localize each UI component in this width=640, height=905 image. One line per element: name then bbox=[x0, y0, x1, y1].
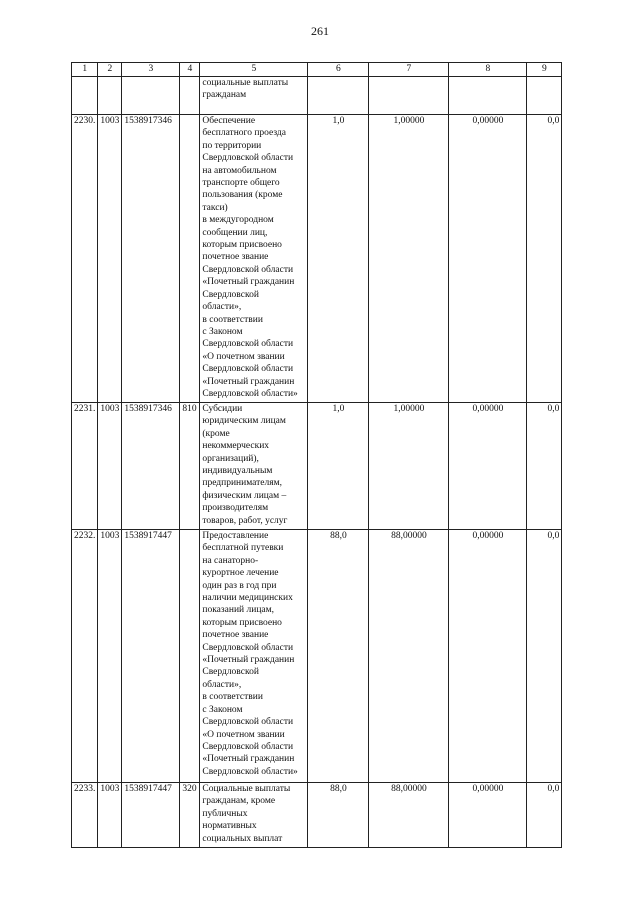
cell-description: социальные выплаты гражданам bbox=[200, 77, 308, 115]
cell-col9: 0,0 bbox=[527, 115, 562, 403]
cell-col9: 0,0 bbox=[527, 530, 562, 783]
cell-col7: 88,00000 bbox=[369, 783, 449, 848]
header-col-1: 1 bbox=[72, 63, 98, 77]
row-number: 2233. bbox=[72, 783, 98, 848]
cell-description: Обеспечение бесплатного проезда по территории Свердловской области на автомобильном транспорте общего пользования (кроме такси) в междугородном сообщении лиц, которым присвоено почетное звание Свердловской области «Почетный гражданин Свердловской области», в соответствии с Законом Свердловской области «О почетном звании Свердловской области «Почетный гражданин Свердловской области» bbox=[200, 115, 308, 403]
cell-description: Субсидии юридическим лицам (кроме некоммерческих организаций), индивидуальным предпринимателям, физическим лицам – производителям товаров, работ, услуг bbox=[200, 403, 308, 530]
row-number: 2231. bbox=[72, 403, 98, 530]
cell-col7: 1,00000 bbox=[369, 115, 449, 403]
header-col-4: 4 bbox=[180, 63, 200, 77]
cell-col6 bbox=[308, 77, 369, 115]
header-col-3: 3 bbox=[122, 63, 180, 77]
cell-section-code: 1003 bbox=[98, 530, 122, 783]
cell-col8 bbox=[449, 77, 527, 115]
cell-col6: 1,0 bbox=[308, 403, 369, 530]
row-number: 2230. bbox=[72, 115, 98, 403]
cell-col9: 0,0 bbox=[527, 403, 562, 530]
cell-description: Социальные выплаты гражданам, кроме публичных нормативных социальных выплат bbox=[200, 783, 308, 848]
header-col-8: 8 bbox=[449, 63, 527, 77]
cell-expense-type: 810 bbox=[180, 403, 200, 530]
header-col-5: 5 bbox=[200, 63, 308, 77]
continuation-row bbox=[72, 77, 562, 115]
cell-col4 bbox=[180, 77, 200, 115]
cell-col8: 0,00000 bbox=[449, 783, 527, 848]
header-col-6: 6 bbox=[308, 63, 369, 77]
cell-expense-type bbox=[180, 115, 200, 403]
cell-section-code: 1003 bbox=[98, 115, 122, 403]
cell-col7: 88,00000 bbox=[369, 530, 449, 783]
cell-col7: 1,00000 bbox=[369, 403, 449, 530]
row-number: 2232. bbox=[72, 530, 98, 783]
table-row bbox=[72, 530, 562, 783]
cell-num bbox=[72, 77, 98, 115]
cell-col6: 88,0 bbox=[308, 530, 369, 783]
cell-col9: 0,0 bbox=[527, 783, 562, 848]
cell-section-code: 1003 bbox=[98, 783, 122, 848]
cell-col9 bbox=[527, 77, 562, 115]
page-number: 261 bbox=[311, 24, 329, 38]
cell-expense-type: 320 bbox=[180, 783, 200, 848]
table-row bbox=[72, 403, 562, 530]
cell-expense-type bbox=[180, 530, 200, 783]
cell-col8: 0,00000 bbox=[449, 115, 527, 403]
cell-col2 bbox=[98, 77, 122, 115]
table-header-row bbox=[72, 63, 562, 77]
cell-col8: 0,00000 bbox=[449, 530, 527, 783]
cell-target-code: 1538917346 bbox=[122, 403, 180, 530]
cell-description: Предоставление бесплатной путевки на санаторно- курортное лечение один раз в год при наличии медицинских показаний лицам, которым присвоено почетное звание Свердловской области «Почетный гражданин Свердловской области», в соответствии с Законом Свердловской области «О почетном звании Свердловской области «Почетный гражданин Свердловской области» bbox=[200, 530, 308, 783]
cell-section-code: 1003 bbox=[98, 403, 122, 530]
header-col-9: 9 bbox=[527, 63, 562, 77]
cell-col6: 1,0 bbox=[308, 115, 369, 403]
header-col-7: 7 bbox=[369, 63, 449, 77]
cell-target-code: 1538917346 bbox=[122, 115, 180, 403]
table-row bbox=[72, 783, 562, 848]
cell-col3 bbox=[122, 77, 180, 115]
table-row bbox=[72, 115, 562, 403]
cell-col6: 88,0 bbox=[308, 783, 369, 848]
budget-table bbox=[71, 62, 562, 848]
cell-target-code: 1538917447 bbox=[122, 783, 180, 848]
cell-col8: 0,00000 bbox=[449, 403, 527, 530]
header-col-2: 2 bbox=[98, 63, 122, 77]
cell-col7 bbox=[369, 77, 449, 115]
cell-target-code: 1538917447 bbox=[122, 530, 180, 783]
